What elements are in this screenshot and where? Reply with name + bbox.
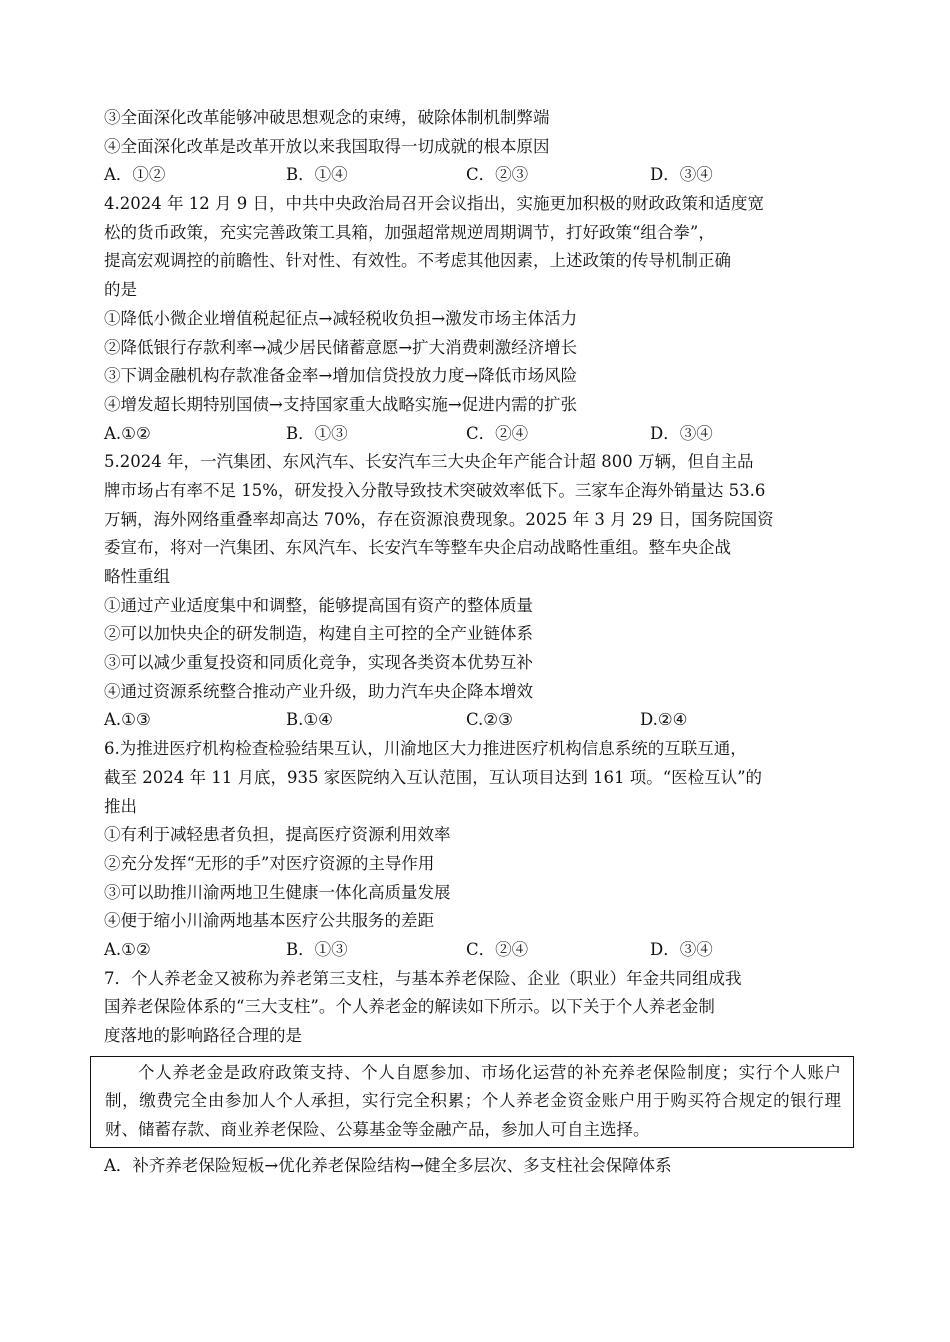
q5-option-c: C.②③ xyxy=(466,710,513,730)
q6-stem-line: 6.为推进医疗机构检查检验结果互认，川渝地区大力推进医疗机构信息系统的互联互通， xyxy=(104,739,747,759)
q6-option-b: B．①③ xyxy=(286,939,348,959)
q4-item-3: ③下调金融机构存款准备金率→增加信贷投放力度→降低市场风险 xyxy=(104,366,578,386)
q6-item-3: ③可以助推川渝两地卫生健康一体化高质量发展 xyxy=(104,882,451,902)
page-content xyxy=(104,104,846,1180)
q5-item-4: ④通过资源系统整合推动产业升级，助力汽车央企降本增效 xyxy=(104,681,533,701)
q7-option-a: A．补齐养老保险短板→优化养老保险结构→健全多层次、多支柱社会保障体系 xyxy=(104,1155,672,1175)
q4-stem-line: 4.2024 年 12 月 9 日，中共中央政治局召开会议指出，实施更加积极的财政政策和适度宽 xyxy=(104,194,764,214)
q3-item-4: ④全面深化改革是改革开放以来我国取得一切成就的根本原因 xyxy=(104,136,550,156)
q3-option-b: B．①④ xyxy=(286,165,348,185)
q5-option-a: A.①③ xyxy=(104,710,151,730)
q5-stem-line: 略性重组 xyxy=(104,567,170,586)
q3-option-d: D．③④ xyxy=(650,165,713,185)
q5-item-2: ②可以加快央企的研发制造，构建自主可控的全产业链体系 xyxy=(104,624,533,644)
q7-material-box: 个人养老金是政府政策支持、个人自愿参加、市场化运营的补充养老保险制度；实行个人账户制，缴费完全由参加人个人承担，实行完全积累；个人养老金资金账户用于购买符合规定的银行理财、储蓄存款、商业养老保险、公募基金等金融产品，参加人可自主选择。 xyxy=(90,1056,854,1148)
q3-option-a: A．①② xyxy=(104,165,166,185)
q5-stem-line: 牌市场占有率不足 15%，研发投入分散导致技术突破效率低下。三家车企海外销量达 53.6 xyxy=(104,480,766,500)
q4-item-1: ①降低小微企业增值税起征点→减轻税收负担→激发市场主体活力 xyxy=(104,308,578,328)
q5-stem-line: 委宣布，将对一汽集团、东风汽车、长安汽车等整车央企启动战略性重组。整车央企战 xyxy=(104,538,731,558)
q5-stem-line: 万辆，海外网络重叠率却高达 70%，存在资源浪费现象。2025 年 3 月 29 日，国务院国资 xyxy=(104,509,774,529)
q6-option-d: D．③④ xyxy=(650,939,713,959)
q5-option-b: B.①④ xyxy=(286,710,333,730)
q3-option-c: C．②③ xyxy=(466,165,529,185)
q4-options xyxy=(104,420,846,449)
q4-stem-line: 提高宏观调控的前瞻性、针对性、有效性。不考虑其他因素，上述政策的传导机制正确 xyxy=(104,251,731,271)
q7-stem-line: 7．个人养老金又被称为养老第三支柱，与基本养老保险、企业（职业）年金共同组成我 xyxy=(104,968,742,988)
q3-options xyxy=(104,161,846,190)
q4-option-b: B．①③ xyxy=(286,423,348,443)
q5-option-d: D.②④ xyxy=(640,710,688,730)
q4-stem-line: 的是 xyxy=(104,280,137,300)
q5-stem-line: 5.2024 年，一汽集团、东风汽车、长安汽车三大央企年产能合计超 800 万辆，但自主品 xyxy=(104,452,754,472)
q6-option-c: C．②④ xyxy=(466,939,529,959)
q4-item-4: ④增发超长期特别国债→支持国家重大战略实施→促进内需的扩张 xyxy=(104,394,578,414)
q5-item-1: ①通过产业适度集中和调整，能够提高国有资产的整体质量 xyxy=(104,595,533,615)
q6-stem-line: 推出 xyxy=(104,796,137,816)
q4-stem-line: 松的货币政策，充实完善政策工具箱，加强超常规逆周期调节，打好政策“组合拳”， xyxy=(104,222,715,242)
q4-option-a: A.①② xyxy=(104,423,151,443)
q6-item-1: ①有利于减轻患者负担，提高医疗资源利用效率 xyxy=(104,825,451,845)
q7-stem-line: 国养老保险体系的“三大支柱”。个人养老金的解读如下所示。以下关于个人养老金制 xyxy=(104,997,715,1017)
q5-item-3: ③可以减少重复投资和同质化竞争，实现各类资本优势互补 xyxy=(104,653,533,673)
q3-item-3: ③全面深化改革能够冲破思想观念的束缚，破除体制机制弊端 xyxy=(104,108,550,127)
q4-item-2: ②降低银行存款利率→减少居民储蓄意愿→扩大消费刺激经济增长 xyxy=(104,337,578,357)
q4-option-d: D．③④ xyxy=(650,423,713,443)
q5-options xyxy=(104,706,846,735)
q6-option-a: A.①② xyxy=(104,939,151,959)
q4-option-c: C．②④ xyxy=(466,423,529,443)
q6-item-2: ②充分发挥“无形的手”对医疗资源的主导作用 xyxy=(104,853,435,873)
q6-item-4: ④便于缩小川渝两地基本医疗公共服务的差距 xyxy=(104,911,434,931)
q6-options xyxy=(104,936,846,965)
q7-stem-line: 度落地的影响路径合理的是 xyxy=(104,1026,302,1045)
q6-stem-line: 截至 2024 年 11 月底，935 家医院纳入互认范围，互认项目达到 161 项。“医检互认”的 xyxy=(104,767,763,787)
